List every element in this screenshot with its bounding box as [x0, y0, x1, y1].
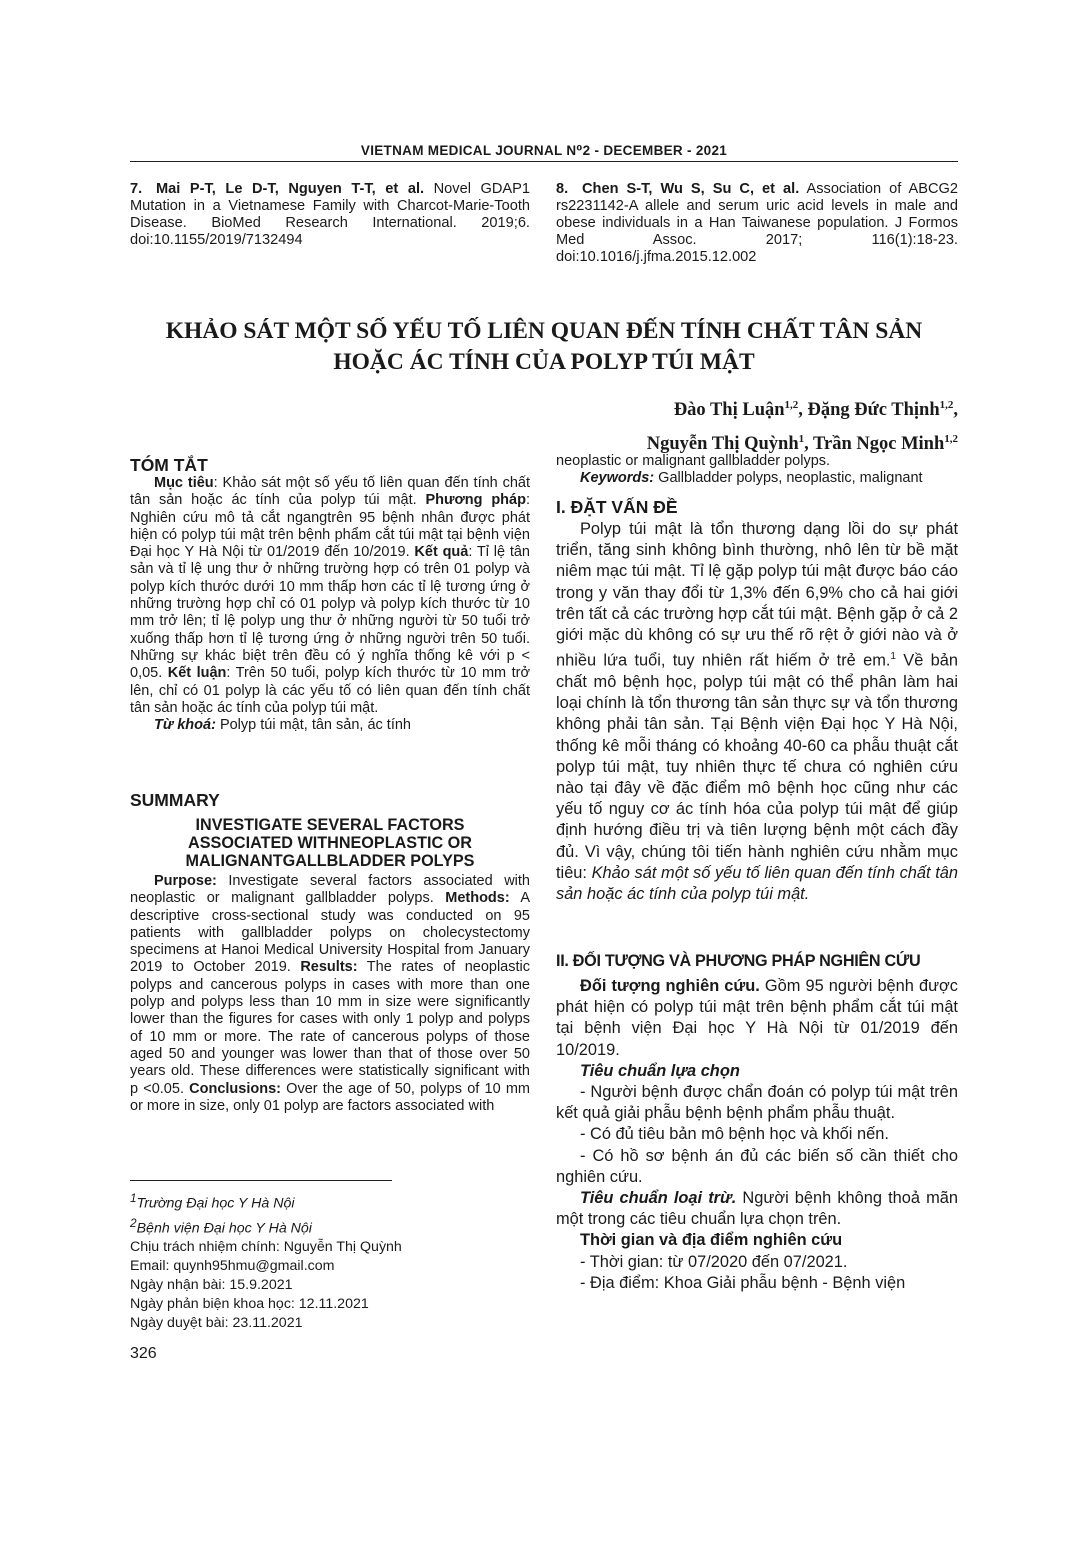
ket-qua-text: : Tỉ lệ tân sản và tỉ lệ ung thư ở những trường hợp có trên 01 polyp và polyp kích thước dưới 10 mm thấp hơn các tỉ lệ tương ứng ở những trường hợp chỉ có 01 polyp và polyp kích thước từ 10 mm trở lên; tỉ lệ polyp ung thư ở những người từ 50 tuổi trở xuống thấp hơn tỉ lệ tương ứng ở những người trên 50 tuổi. Những sự khác biệt trên đều có ý nghĩa thống kê với p < 0,05.: [130, 544, 531, 682]
section-2-heading: II. ĐỐI TƯỢNG VÀ PHƯƠNG PHÁP NGHIÊN CỨU: [556, 952, 921, 970]
header-divider: [130, 161, 958, 162]
author-affiliation: 1: [798, 433, 805, 446]
tom-tat-body: [130, 475, 530, 734]
summary-title-line: MALIGNANTGALLBLADDER POLYPS: [185, 852, 475, 870]
ket-qua-label: Kết quả: [414, 544, 469, 561]
footnote-marker: 1: [130, 1191, 137, 1205]
journal-header: VIETNAM MEDICAL JOURNAL N⁰2 - DECEMBER - 2021: [360, 143, 728, 158]
section-1-heading: I. ĐẶT VẤN ĐỀ: [556, 497, 678, 517]
reference-authors: Mai P-T, Le D-T, Nguyen T-T, et al.: [156, 181, 425, 197]
section-2-body: [556, 976, 958, 1294]
author-affiliation: 1,2: [944, 433, 958, 446]
purpose-label: Purpose:: [154, 873, 217, 889]
study-time: - Thời gian: từ 07/2020 đến 07/2021.: [580, 1252, 848, 1271]
phuong-phap-label: Phương pháp: [425, 492, 526, 509]
summary-title: [130, 816, 530, 870]
inclusion-item-2: - Có đủ tiêu bản mô bệnh học và khối nến.: [580, 1125, 889, 1144]
results-label: Results:: [300, 959, 358, 976]
conclusions-label: Conclusions:: [189, 1080, 281, 1097]
affiliation-2: Bệnh viện Đại học Y Hà Nội: [136, 1220, 312, 1237]
article-title: [130, 316, 958, 378]
subjects-label: Đối tượng nghiên cứu.: [580, 977, 760, 995]
inclusion-label: Tiêu chuẩn lựa chọn: [580, 1061, 740, 1080]
reference-text: Association of ABCG2 rs2231142-A allele and serum uric acid levels in male and obese individuals in a Han Taiwanese population. J Formos Med Assoc. 2017; 116(1):18-23. doi:10.1016/j.jfma.2015.12.002: [556, 181, 959, 265]
author-name: Đào Thị Luận: [673, 400, 785, 421]
author-separator: ,: [953, 400, 958, 421]
title-line-2: HOẶC ÁC TÍNH CỦA POLYP TÚI MẬT: [333, 349, 755, 375]
reference-text: Novel GDAP1 Mutation in a Vietnamese Family with Charcot-Marie-Tooth Disease. BioMed Research International. 2019;6. doi:10.1155/2019/7132494: [130, 181, 530, 248]
author-name: , Đặng Đức Thịnh: [798, 400, 940, 421]
ket-luan-label: Kết luận: [167, 665, 227, 682]
study-place: - Địa điểm: Khoa Giải phẫu bệnh - Bệnh viện: [580, 1273, 906, 1292]
tom-tat-heading: TÓM TẮT: [130, 455, 208, 475]
review-date: Ngày phản biện khoa học: 12.11.2021: [130, 1296, 369, 1313]
reference-authors: Chen S-T, Wu S, Su C, et al.: [582, 181, 800, 197]
title-line-1: KHẢO SÁT MỘT SỐ YẾU TỐ LIÊN QUAN ĐẾN TÍNH CHẤT TÂN SẢN: [165, 318, 923, 344]
page-number: 326: [130, 1345, 157, 1362]
purpose-text: Investigate several factors associated with neoplastic or malignant gallbladder polyps.: [130, 873, 530, 907]
footnote-marker: 2: [130, 1215, 137, 1230]
author-list: [647, 391, 958, 459]
methods-label: Methods:: [445, 890, 510, 907]
reference-number: 7.: [130, 181, 143, 197]
ket-luan-text: : Trên 50 tuổi, polyp kích thước từ 10 mm trở lên, chỉ có 01 polyp là các yếu tố có liên quan đến tính chất tân sản hoặc ác tính của polyp túi mật.: [130, 665, 530, 716]
section-1-body: [556, 519, 958, 905]
received-date: Ngày nhận bài: 15.9.2021: [130, 1277, 293, 1294]
subjects-text: Gồm 95 người bệnh được phát hiện có polyp túi mật trên bệnh phẩm cắt túi mật tại bệnh viện Đại học Y Hà Nội từ 01/2019 đến 10/2019.: [556, 977, 958, 1059]
reference-number: 8.: [556, 181, 569, 197]
keywords-label: Keywords:: [580, 470, 655, 487]
exclusion-label: Tiêu chuẩn loại trừ.: [580, 1189, 737, 1208]
muc-tieu-label: Mục tiêu: [154, 475, 214, 491]
reference-7: [130, 181, 530, 249]
conclusions-continued: neoplastic or malignant gallbladder polyps.: [556, 453, 831, 469]
exclusion-text: Người bệnh không thoả mãn một trong các tiêu chuẩn lựa chọn trên.: [556, 1189, 959, 1229]
conclusions-text: Over the age of 50, polyps of 10 mm or more in size, only 01 polyp are factors associated with: [130, 1080, 530, 1114]
study-aim: Khảo sát một số yếu tố liên quan đến tính chất tân sản hoặc ác tính của polyp túi mật.: [556, 863, 958, 903]
tu-khoa-text: Polyp túi mật, tân sản, ác tính: [215, 717, 411, 734]
inclusion-item-3: - Có hồ sơ bệnh án đủ các biến số cần thiết cho nghiên cứu.: [556, 1146, 958, 1186]
results-text: The rates of neoplastic polyps and cancerous polyps in cases with more than one polyp and polyps less than 10 mm in size were significantly lower than the figures for cases with only 1 polyp and polyps of 10 mm or more. The rate of cancerous polyps of those aged 50 and younger was lower than that of those over 50 years old. These differences were statistically significant with p <0.05.: [130, 959, 530, 1097]
author-name: , Trần Ngọc Minh: [804, 434, 945, 455]
email: Email: quynh95hmu@gmail.com: [130, 1258, 335, 1275]
citation-marker: 1: [890, 651, 896, 663]
summary-title-line: ASSOCIATED WITHNEOPLASTIC OR: [188, 834, 472, 852]
phuong-phap-text: : Nghiên cứu mô tả cắt ngangtrên 95 bệnh nhân được phát hiện có polyp túi mật trên bệnh phẩm cắt túi mật tại bệnh viện Đại học Y Hà Nội từ 01/2019 đến 10/2019.: [130, 492, 530, 561]
inclusion-item-1: - Người bệnh được chẩn đoán có polyp túi mật trên kết quả giải phẫu bệnh bệnh phẩm phẫu thuật.: [556, 1083, 958, 1123]
keywords-text: Gallbladder polyps, neoplastic, malignant: [654, 470, 923, 487]
section-1-text-2: Về bản chất mô bệnh học, polyp túi mật có thể phân làm hai loại chính là tổn thương tân sản thực sự và tổn thương không phải tân sản. Tại Bệnh viện Đại học Y Hà Nội, thống kê mỗi tháng có khoảng 40-60 ca phẫu thuật cắt polyp túi mật, tuy nhiên thực tế chưa có nghiên cứu nào tại đây về đặc điểm mô bệnh học cũng như các yếu tố nguy cơ ác tính hóa của polyp túi mật để giúp định hướng điều trị và tiên lượng bệnh một cách đầy đủ. Vì vậy, chúng tôi tiến hành nghiên cứu nhằm mục tiêu:: [556, 651, 958, 882]
muc-tieu-text: : Khảo sát một số yếu tố liên quan đến tính chất tân sản hoặc ác tính của polyp túi mật.: [130, 475, 530, 509]
author-name: Nguyễn Thị Quỳnh: [646, 434, 799, 455]
author-affiliation: 1,2: [784, 399, 799, 411]
accepted-date: Ngày duyệt bài: 23.11.2021: [130, 1315, 303, 1332]
affiliation-1: Trường Đại học Y Hà Nội: [136, 1195, 295, 1212]
footnotes: [130, 1189, 402, 1333]
summary-heading: SUMMARY: [130, 790, 220, 810]
corresponding-author: Chịu trách nhiệm chính: Nguyễn Thị Quỳnh: [130, 1239, 402, 1256]
footnote-divider: [130, 1180, 392, 1181]
methods-text: A descriptive cross-sectional study was conducted on 95 patients with gallbladder polyps on cholecystectomy specimens at Hanoi Medical University Hospital from January 2019 to October 2019.: [130, 890, 530, 976]
summary-body: [130, 873, 530, 1115]
summary-title-line: INVESTIGATE SEVERAL FACTORS: [195, 816, 465, 834]
summary-continuation: [556, 453, 958, 488]
time-place-label: Thời gian và địa điểm nghiên cứu: [580, 1231, 843, 1250]
reference-8: [556, 181, 958, 266]
author-affiliation: 1,2: [939, 399, 954, 411]
section-1-text: Polyp túi mật là tổn thương dạng lồi do sự phát triển, tăng sinh không bình thường, nhô lên từ bề mặt niêm mạc túi mật. Tỉ lệ gặp polyp túi mật được báo cáo trong y văn thay đổi từ 1,3% đến 6,9% cho cả hai giới trên tất cả các trường hợp cắt túi mật. Bệnh gặp ở cả 2 giới mặc dù không có sự ưu thế rõ rệt ở giới nào và ở nhiều lứa tuổi, tuy nhiên rất hiếm ở trẻ em.: [556, 520, 958, 670]
tu-khoa-label: Từ khoá:: [154, 717, 216, 734]
